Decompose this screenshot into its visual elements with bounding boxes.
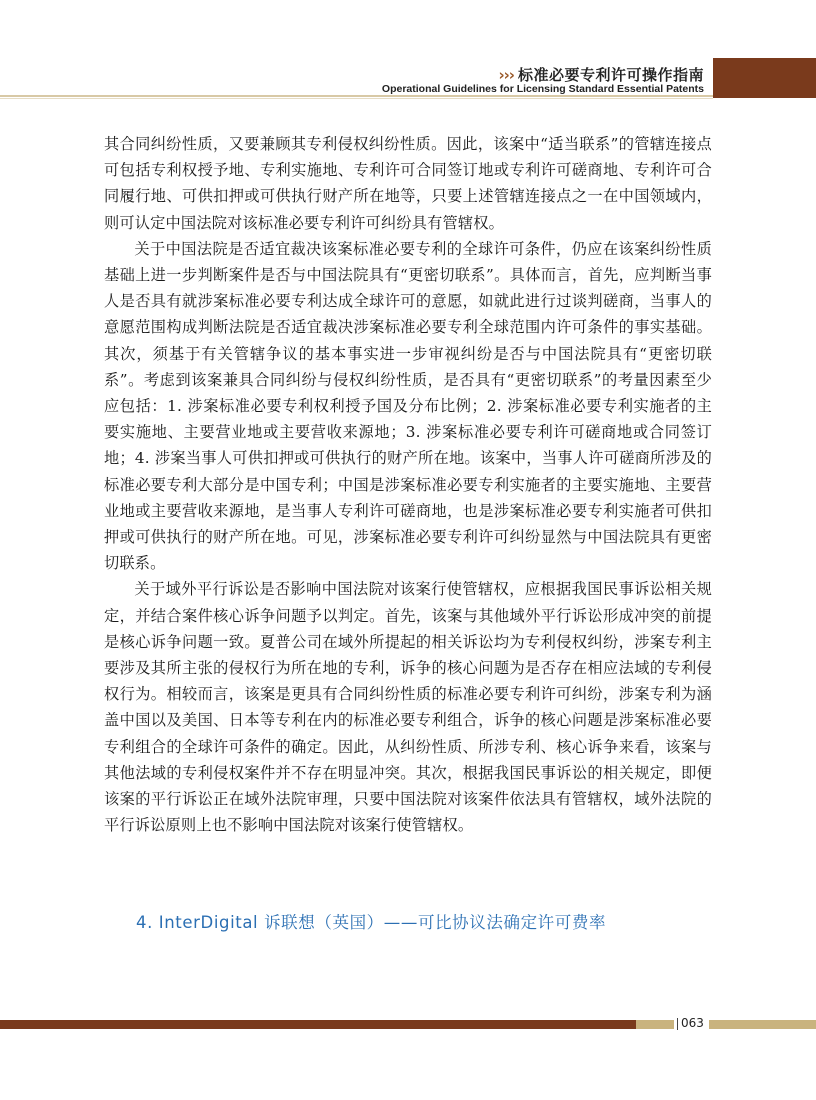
running-header-title bbox=[498, 64, 704, 85]
running-header-subtitle: Operational Guidelines for Licensing Standard Essential Patents bbox=[381, 83, 704, 95]
paragraph-1: 其合同纠纷性质，又要兼顾其专利侵权纠纷性质。因此，该案中“适当联系”的管辖连接点可包括专利权授予地、专利实施地、专利许可合同签订地或专利许可磋商地、专利许可合同履行地、可供扣押或可供执行财产所在地等，只要上述管辖连接点之一在中国领域内，则可认定中国法院对该标准必要专利许可纠纷具有管辖权。 bbox=[104, 135, 712, 232]
running-header-title-text: 标准必要专利许可操作指南 bbox=[517, 66, 704, 84]
footer-accent-right bbox=[709, 1020, 816, 1029]
paragraph-2: 关于中国法院是否适宜裁决该案标准必要专利的全球许可条件，仍应在该案纠纷性质基础上进一步判断案件是否与中国法院具有“更密切联系”。具体而言，首先，应判断当事人是否具有就涉案标准必要专利达成全球许可的意愿，如就此进行过谈判磋商，当事人的意愿范围构成判断法院是否适宜裁决涉案标准必要专利全球范围内许可条件的事实基础。其次，须基于有关管辖争议的基本事实进一步审视纠纷是否与中国法院具有“更密切联系”。考虑到该案兼具合同纠纷与侵权纠纷性质，是否具有“更密切联系”的考量因素至少应包括：1. 涉案标准必要专利权利授予国及分布比例；2. 涉案标准必要专利实施者的主要实施地、主要营业地或主要营收来源地；3. 涉案标准必要专利许可磋商地或合同签订地；4. 涉案当事人可供扣押或可供执行的财产所在地。该案中，当事人许可磋商所涉及的标准必要专利大部分是中国专利；中国是涉案标准必要专利实施者的主要实施地、主要营业地或主要营收来源地，是当事人专利许可磋商地，也是涉案标准必要专利实施者可供扣押或可供执行的财产所在地。可见，涉案标准必要专利许可纠纷显然与中国法院具有更密切联系。 bbox=[104, 239, 712, 573]
section-heading: 4. InterDigital 诉联想（英国）——可比协议法确定许可费率 bbox=[136, 913, 607, 932]
footer-accent-left bbox=[636, 1020, 674, 1029]
header-rule bbox=[0, 95, 713, 97]
chevron-right-icon: ››› bbox=[498, 66, 514, 84]
header-rule-thin bbox=[0, 98, 713, 99]
page-number: 063 bbox=[681, 1016, 704, 1030]
footer-separator bbox=[677, 1018, 678, 1030]
body-text bbox=[104, 131, 712, 838]
paragraph-3: 关于域外平行诉讼是否影响中国法院对该案行使管辖权，应根据我国民事诉讼相关规定，并结合案件核心诉争问题予以判定。首先，该案与其他域外平行诉讼形成冲突的前提是核心诉争问题一致。夏普公司在域外所提起的相关诉讼均为专利侵权纠纷，涉案专利主要涉及其所主张的侵权行为所在地的专利，诉争的核心问题为是否存在相应法域的专利侵权行为。相较而言，该案是更具有合同纠纷性质的标准必要专利许可纠纷，涉案专利为涵盖中国以及美国、日本等专利在内的标准必要专利组合，诉争的核心问题是涉案标准必要专利组合的全球许可条件的确定。因此，从纠纷性质、所涉专利、核心诉争来看，该案与其他法域的专利侵权案件并不存在明显冲突。其次，根据我国民事诉讼的相关规定，即便该案的平行诉讼正在域外法院审理，只要中国法院对该案件依法具有管辖权，域外法院的平行诉讼原则上也不影响中国法院对该案行使管辖权。 bbox=[104, 580, 712, 835]
header-color-block bbox=[713, 58, 816, 98]
footer-bar bbox=[0, 1020, 636, 1029]
